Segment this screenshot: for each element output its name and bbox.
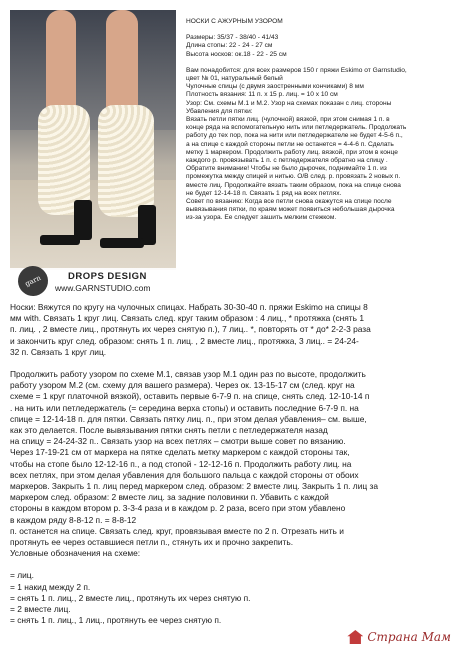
body-line: . на нить или петледержатель (= середина верха стопы) и оставить последние 6-7-9 п. на: [10, 402, 359, 413]
legend-list: [10, 570, 450, 626]
materials-line: Чулочные спицы (с двумя заостренными кончиками) 8 мм: [186, 83, 364, 91]
body-paragraph: [10, 369, 450, 559]
materials-line: Узор: См. схемы М.1 и М.2. Узор на схемах показан с лиц. стороны: [186, 99, 392, 107]
intro-paragraph: [10, 302, 450, 358]
foot-length-line: Длина стопы: 22 - 24 - 27 см: [186, 42, 273, 50]
intro-line: 32 п. Связать 1 круг лиц.: [10, 346, 107, 357]
heel-line: вывязывания пятки, по краям может появиться небольшая дырочка: [186, 206, 395, 214]
legend-item: = 1 накид между 2 п.: [10, 581, 91, 592]
heel-instructions: [186, 108, 454, 223]
pattern-title: НОСКИ С АЖУРНЫМ УЗОРОМ: [186, 18, 283, 25]
body-line: чтобы на стопе было 12-12-16 п., а под стопой - 12-12-16 п. Продолжить работу лиц. на: [10, 458, 352, 469]
house-icon: [347, 630, 363, 644]
body-line: как это делается. После вывязывания пятки снять петли с петледержателя назад: [10, 425, 328, 436]
heel-line: Убавления для пятки:: [186, 107, 253, 115]
heel-line: каждого р. провязывать 1 п. с петледержателя обратно на спицу .: [186, 157, 388, 165]
heel-line: из-за узора. Ее следует зашить мелким стежком.: [186, 214, 337, 222]
materials-line: Плотность вязания: 11 п. х 15 р. лиц. = 10 х 10 см: [186, 91, 338, 99]
body-line: Продолжить работу узором по схеме М.1, связав узор М.1 один раз по высоте, продолжить: [10, 369, 366, 380]
legend-item: = снять 1 п. лиц., 1 лиц., протянуть ее через снятую п.: [10, 615, 222, 626]
body-line: в каждом ряду 8-8-12 п. = 8-8-12: [10, 514, 137, 525]
intro-line: мм with. Связать 1 круг лиц. Связать след. круг таким образом : 4 лиц., * протяжка (снять 1: [10, 313, 364, 324]
body-line: всех петлях, при этом делая убавления для большого пальца с каждой стороны от обоих: [10, 469, 359, 480]
materials-line: цвет № 01, натуральный белый: [186, 75, 283, 83]
body-line: схеме = 1 круг платочной вязкой), оставить первые 6-7-9 п. на спице, снять след. 12-10-14 п: [10, 391, 370, 402]
sock-height-line: Высота носков: ок.18 - 22 - 25 см: [186, 50, 287, 58]
body-line: Через 17-19-21 см от маркера на пятке сделать метку маркером с каждой стороны так,: [10, 447, 350, 458]
heel-line: конце ряда на вспомогательную нить или петледержатель. Продолжать: [186, 124, 407, 132]
legend-item: = снять 1 п. лиц., 2 вместе лиц., протянуть их через снятую п.: [10, 592, 251, 603]
intro-line: Носки: Вяжутся по кругу на чулочных спицах. Набрать 30-30-40 п. пряжи Eskimo на спицы 8: [10, 302, 368, 312]
body-line: на спицу = 24-24-32 п.. Связать узор на всех петлях – смотри выше совет по вязанию.: [10, 436, 346, 447]
heel-line: работу до тех пор, пока на нити или петледержателе не будет 4-5-6 п.,: [186, 132, 403, 140]
body-line: маркером след. образом: 2 вместе лиц. за задние половинки п. Убавить с каждой: [10, 492, 329, 503]
body-line: работу узором М.2 (см. схему для вашего размера). Через ок. 13-15-17 см (след. круг на: [10, 380, 355, 391]
intro-line: п. лиц. , 2 вместе лиц., протянуть их через снятую п.), 7 лиц.. *, повторять от * до* 2-2-3 раза: [10, 324, 371, 335]
heel-line: Вязать петли пятки лиц. (чулочной) вязкой, при этом снимая 1 п. в: [186, 116, 390, 124]
sock-photo: [10, 10, 176, 270]
materials-list: [186, 67, 454, 108]
heel-line: метку 1 маркером. Продолжить работу лиц. вязкой, при этом в конце: [186, 148, 398, 156]
watermark-text: Страна Мам: [367, 630, 451, 644]
intro-line: и закончить круг след. образом: снять 1 п. лиц. , 2 вместе лиц., протяжка, 3 лиц.. = 24-24-: [10, 335, 359, 346]
heel-line: не будет 12-14-18 п. Связать 1 ряд на всех петлях.: [186, 189, 342, 197]
pattern-summary: [186, 18, 454, 223]
heel-line: а на спице с каждой стороны петли не останется = 4-4-6 п. Сделать: [186, 140, 394, 148]
heel-line: вместе лиц. Продолжайте вязать таким образом, пока на спице снова: [186, 181, 401, 189]
sizes-line: Размеры: 35/37 - 38/40 - 41/43: [186, 34, 279, 42]
body-line: стороны в каждом втором р. 3-3-4 раза и в каждом р. 2 раза, всего при этом убавлено: [10, 503, 346, 514]
garnstudio-url: www.GARNSTUDIO.com: [55, 283, 151, 293]
legend-item: = лиц.: [10, 570, 34, 581]
body-line: п. останется на спице. Связать след. круг, провязывая вместе по 2 п. Отрезать нить и: [10, 525, 344, 536]
body-line: Условные обозначения на схеме:: [10, 548, 141, 559]
body-line: протянуть ее через оставшиеся петли п., стянуть их и прочно закрепить.: [10, 537, 294, 548]
body-line: маркеров. Закрыть 1 п. лиц перед маркером след. образом: 2 вместе лиц. Закрыть 1 п. лиц за: [10, 481, 378, 492]
drops-design-label: DROPS DESIGN: [68, 271, 147, 282]
garn-logo: garn: [13, 261, 53, 301]
heel-line: Совет по вязанию: Когда все петли снова окажутся на спице после: [186, 198, 392, 206]
strana-mam-watermark: [347, 630, 451, 644]
legend-item: = 2 вместе лиц.: [10, 604, 71, 615]
heel-line: промежутка между спицей и нитью. О/В след. р. провязать 2 новых п.: [186, 173, 401, 181]
materials-line: Вам понадобится: для всех размеров 150 г пряжи Eskimo от Garnstudio,: [186, 66, 407, 74]
left-sock: [38, 105, 90, 215]
main-instructions: [10, 302, 450, 626]
body-line: спице = 12-14-18 п. для пятки. Связать пятку лиц. п., при этом делая убавления– см. выше,: [10, 413, 367, 424]
heel-line: Обратите внимание! Чтобы не было дырочек, поднимайте 1 п. из: [186, 165, 387, 173]
right-sock: [98, 105, 154, 217]
